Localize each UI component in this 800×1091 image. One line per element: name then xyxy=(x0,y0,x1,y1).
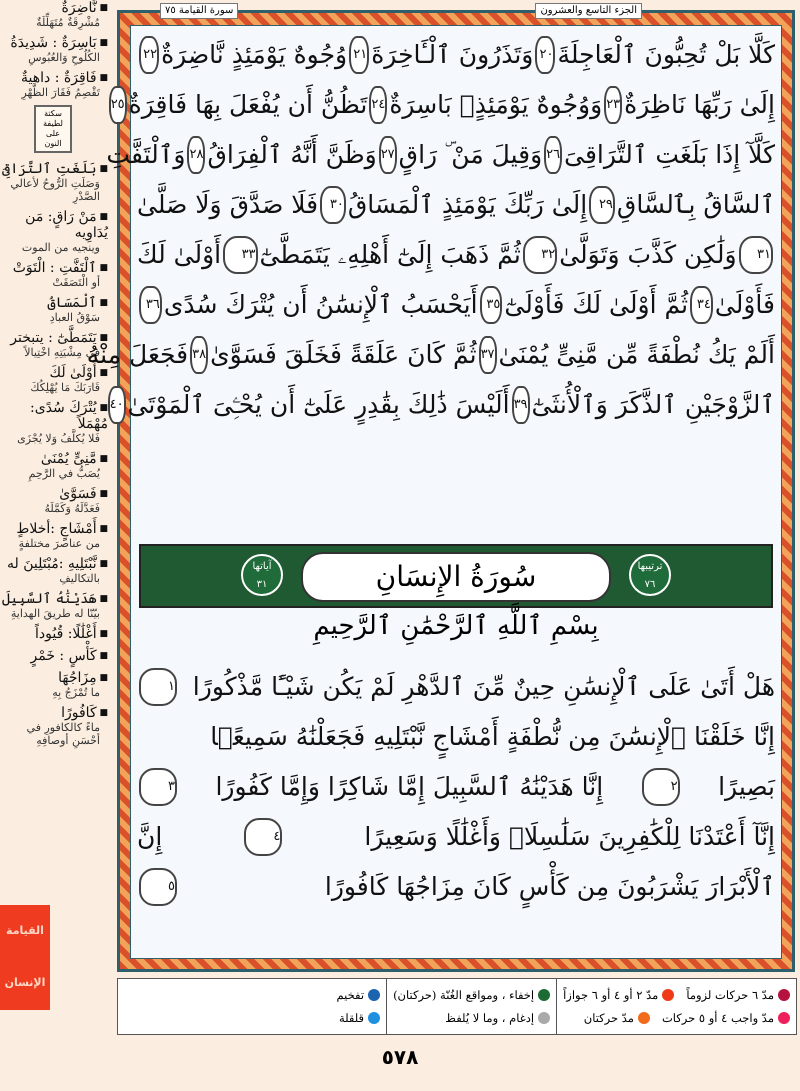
legend-row xyxy=(336,1006,380,1029)
verse-line xyxy=(137,862,775,912)
note-meaning: بالتكاليفِ xyxy=(59,572,100,585)
verse-number-marker: ٥ xyxy=(139,868,177,906)
verse-line xyxy=(137,180,775,230)
verse-number-marker: ٢٩ xyxy=(589,186,615,224)
verse-text: إِنَّا هَدَيْنَٰهُ ٱلسَّبِيلَ إِمَّا شَاكِرًا وَإِمَّا كَفُورًا xyxy=(215,772,604,801)
legend-row xyxy=(563,1006,790,1029)
legend-column xyxy=(556,979,796,1034)
legend-item xyxy=(339,1011,380,1025)
order-medallion xyxy=(629,554,671,596)
ayat-count: ٣١ xyxy=(256,579,268,590)
verse-text: أَلَمْ يَكُ نُطْفَةً مِّن مَّنِىٍّ يُمْنَىٰ xyxy=(498,340,775,369)
verse-line xyxy=(137,230,775,280)
note-word: ■ نَّاضِرَةٌ xyxy=(0,0,108,16)
verse-text: ثُمَّ كَانَ عَلَقَةً فَخَلَقَ فَسَوَّىٰ xyxy=(210,340,477,369)
verse-text: وَقِيلَ مَنْ ۜ رَاقٍ xyxy=(398,140,543,169)
note-word: ■ كَافُورًا xyxy=(0,705,108,721)
verse-number-marker: ٣٦ xyxy=(139,286,162,324)
verse-line xyxy=(110,80,775,130)
verse-number-marker: ٤ xyxy=(244,818,282,856)
color-dot-icon xyxy=(538,1012,550,1024)
note-word: ■ كَأْسٍ : خَمْرٍ xyxy=(0,648,108,664)
juz-header-label: الجزء التاسع والعشرون xyxy=(535,3,642,19)
note-word: ■ مَّنِىٍّ يُمْنَىٰ xyxy=(0,451,108,467)
note-word: ■ فَسَوَّىٰ xyxy=(0,486,108,502)
color-dot-icon xyxy=(778,1012,790,1024)
verse-number-marker: ٢٣ xyxy=(604,86,622,124)
note-meaning: وَصَلَتِ الرُّوحُ لأعالي الصَّدْرِ xyxy=(10,177,100,203)
verse-line xyxy=(137,712,775,762)
surah-header-label: سورة القيامة ٧٥ xyxy=(160,3,238,19)
margin-note xyxy=(0,705,112,747)
verse-text: ثُمَّ أَوْلَىٰ لَكَ فَأَوْلَىٰٓ xyxy=(504,290,689,319)
verse-text: ٱلزَّوْجَيْنِ ٱلذَّكَرَ وَٱلْأُنثَىٰٓ xyxy=(531,390,775,419)
verse-line xyxy=(86,330,775,380)
margin-note xyxy=(0,591,112,620)
color-dot-icon xyxy=(368,989,380,1001)
verse-text: إِنَّا خَلَقْنَا ٱلْإِنسَٰنَ مِن نُّطْفَةٍ أَمْشَاجٍ نَّبْتَلِيهِ فَجَعَلْنَٰهُ سَمِيعًۢا xyxy=(210,722,775,751)
note-word: ■ فَاقِرَةٌ : داهيةٌ xyxy=(0,70,108,86)
verse-text: بَصِيرًا xyxy=(718,772,775,801)
legend-label: تفخيم xyxy=(336,987,365,1002)
note-meaning: أو الْتَصَقَتْ xyxy=(52,276,100,289)
verse-number-marker: ٢٦ xyxy=(544,136,562,174)
verse-number-marker: ٣٨ xyxy=(190,336,208,374)
verse-number-marker: ٢٧ xyxy=(379,136,397,174)
verse-line xyxy=(109,380,775,430)
verse-text: وَٱلْتَفَّتِ xyxy=(106,140,186,169)
basmala: بِسْمِ ٱللَّهِ ٱلرَّحْمَٰنِ ٱلرَّحِيمِ xyxy=(313,611,599,641)
legend-item xyxy=(393,988,550,1002)
color-dot-icon xyxy=(368,1012,380,1024)
note-word: ■ أَوْلَىٰ لَكَ xyxy=(0,365,108,381)
verse-text: أَلَيْسَ ذَٰلِكَ بِقَٰدِرٍ عَلَىٰٓ أَن يُحْـِۧىَ ٱلْمَوْتَىٰ xyxy=(127,390,510,419)
note-word: ■ أَغْلَٰلًا: قُيُوداً xyxy=(0,626,108,642)
verse-text: كَلَّآ إِذَا بَلَغَتِ ٱلتَّرَاقِىَ xyxy=(564,140,775,169)
note-meaning: الكُلُوحِ وَالعُبُوسِ xyxy=(28,51,100,64)
legend-label: مدّ ٢ أو ٤ أو ٦ جوازاً xyxy=(563,987,659,1002)
note-meaning: يُصَبُّ في الرَّحِمِ xyxy=(28,467,100,480)
verse-line xyxy=(137,662,775,712)
verse-number-marker: ٢٠ xyxy=(535,36,555,74)
color-dot-icon xyxy=(638,1012,650,1024)
margin-note xyxy=(0,70,112,99)
color-dot-icon xyxy=(662,989,674,1001)
note-word: ■ يَتَمَطَّىٰٓ : يتبختر xyxy=(0,330,108,346)
surah-title: سُورَةُ الإِنسَانِ xyxy=(301,552,611,602)
note-meaning: ما تُمْزَجُ بِهِ xyxy=(52,686,100,699)
legend-label: قلقلة xyxy=(338,1010,365,1025)
legend-row xyxy=(393,983,550,1006)
margin-note xyxy=(0,260,112,289)
margin-note xyxy=(0,648,112,664)
verse-text: كَلَّا بَلْ تُحِبُّونَ ٱلْعَاجِلَةَ xyxy=(557,40,775,69)
verse-text: تَظُنُّ أَن يُفْعَلَ بِهَا فَاقِرَةٌ xyxy=(128,90,368,119)
verse-number-marker: ٢١ xyxy=(349,36,369,74)
margin-note xyxy=(0,670,112,699)
legend-item xyxy=(584,1011,650,1025)
page-number: ٥٧٨ xyxy=(381,1045,419,1069)
order-label: ترتيبها xyxy=(637,561,663,572)
verse-text: وَوُجُوهٌ يَوْمَئِذٍۭ بَاسِرَةٌ xyxy=(389,90,603,119)
verse-number-marker: ٤٠ xyxy=(108,386,126,424)
verse-text: هَلْ أَتَىٰ عَلَى ٱلْإِنسَٰنِ حِينٌ مِّنَ ٱلدَّهْرِ لَمْ يَكُن شَيْـًٔا مَّذْكُورًا xyxy=(192,672,775,701)
verse-text: ٱلْأَبْرَارَ يَشْرَبُونَ مِن كَأْسٍ كَانَ مِزَاجُهَا كَافُورًا xyxy=(324,872,775,901)
note-meaning: سَوْقُ العبادِ xyxy=(49,311,100,324)
note-meaning: مُشْرِقَةٌ مُتَهَلِّلَةٌ xyxy=(36,16,100,29)
verse-number-marker: ٣٠ xyxy=(320,186,346,224)
verse-text: وُجُوهٌ يَوْمَئِذٍ نَّاضِرَةٌ xyxy=(161,40,348,69)
side-tab-qiyamah[interactable]: القيامة xyxy=(6,924,44,937)
note-word: ■ ٱلْمَسَاقُ xyxy=(0,295,108,311)
legend-label: مدّ حركتان xyxy=(583,1010,634,1025)
verse-number-marker: ٢٥ xyxy=(109,86,127,124)
legend-row xyxy=(563,983,790,1006)
text-area xyxy=(86,25,782,959)
note-word: ■ مَنْ رَاقٍ: مَن يُدَاوِيه xyxy=(0,209,108,241)
margin-note xyxy=(0,486,112,515)
verse-text: إِنَّآ أَعْتَدْنَا لِلْكَٰفِرِينَ سَلَٰسِلَا۟ وَأَغْلَٰلًا وَسَعِيرًا xyxy=(364,822,775,851)
verse-number-marker: ٣٥ xyxy=(480,286,503,324)
legend-item xyxy=(662,1011,790,1025)
verse-number-marker: ٣٣ xyxy=(223,236,257,274)
note-word: ■ أَمْشَاجٍ :أخلاطٍ xyxy=(0,521,108,537)
note-meaning: فَلا يُكلَّفُ وَلا يُجْزَى xyxy=(17,432,100,445)
tajweed-legend xyxy=(117,978,797,1035)
note-word: ■ هَدَيْنَٰهُ ٱلسَّبِيلَ xyxy=(0,591,108,607)
note-meaning: قَارَبَكَ مَا يُهْلِكُكَ xyxy=(30,381,100,394)
verse-text: فَلَا صَدَّقَ وَلَا صَلَّىٰ xyxy=(137,190,319,219)
verse-text: أَيَحْسَبُ ٱلْإِنسَٰنُ أَن يُتْرَكَ سُدًى xyxy=(163,290,478,319)
margin-note xyxy=(0,161,112,203)
legend-item xyxy=(336,988,380,1002)
verse-number-marker: ٣١ xyxy=(739,236,773,274)
note-meaning: وينجيه من الموت xyxy=(21,241,100,254)
verses-top xyxy=(86,30,775,430)
verse-number-marker: ٢٨ xyxy=(187,136,205,174)
verse-text: وَلَٰكِن كَذَّبَ وَتَوَلَّىٰ xyxy=(559,240,737,269)
note-word: ■ يُتْرَكَ سُدًى: مُهْمَلاً xyxy=(0,400,108,432)
verse-text: وَتَذَرُونَ ٱلْـَٔاخِرَةَ xyxy=(371,40,534,69)
legend-label: مدّ ٦ حركات لزوماً xyxy=(686,987,774,1002)
verse-number-marker: ١ xyxy=(139,668,177,706)
ayat-label: آياتها xyxy=(252,561,272,572)
surah-side-tabs xyxy=(0,905,50,1010)
note-word: ■ مِزَاجُهَا xyxy=(0,670,108,686)
order-number: ٧٦ xyxy=(644,579,656,590)
note-word: ■ نَّبْتَلِيهِ :مُبْتَلِينَ له xyxy=(0,556,108,572)
note-meaning: فَعَدَّلَهُ وَكَمَّلَهُ xyxy=(44,502,100,515)
note-word: ■ بَاسِرَةٌ : شَدِيدَةُ xyxy=(0,35,108,51)
verse-number-marker: ٣٢ xyxy=(523,236,557,274)
verse-line xyxy=(137,762,775,812)
verse-line xyxy=(137,30,775,80)
verse-text: فَجَعَلَ مِنْهُ xyxy=(86,340,189,369)
note-meaning: من عناصرَ مختلفةٍ xyxy=(18,537,100,550)
legend-row xyxy=(336,983,380,1006)
verse-line xyxy=(137,280,775,330)
verse-number-marker: ٣٧ xyxy=(479,336,497,374)
note-meaning: تَقْصِمُ فَقَارَ الظَّهْرِ xyxy=(21,86,100,99)
legend-label: إخفاء ، ومواقع الغُنّة (حركتان) xyxy=(393,987,535,1002)
margin-note xyxy=(0,209,112,254)
verse-text: إِلَىٰ رَبِّهَا نَاظِرَةٌ xyxy=(624,90,775,119)
verse-line xyxy=(137,812,775,862)
margin-note xyxy=(0,451,112,480)
verse-number-marker: ٢ xyxy=(642,768,680,806)
verse-text: إِلَىٰ رَبِّكَ يَوْمَئِذٍ ٱلْمَسَاقُ xyxy=(347,190,588,219)
verses-bottom xyxy=(137,662,775,912)
verse-text: إِنَّ xyxy=(137,822,163,851)
legend-row xyxy=(393,1006,550,1029)
verse-number-marker: ٢٢ xyxy=(139,36,159,74)
margin-note xyxy=(0,35,112,64)
legend-column xyxy=(330,979,386,1034)
sakta-note: سكتة لطيفة على النون xyxy=(34,105,72,153)
margin-note xyxy=(0,295,112,324)
note-word: ■ ٱلْتَفَّتِ : الْتَوَتْ xyxy=(0,260,108,276)
verse-number-marker: ٣٤ xyxy=(690,286,713,324)
verse-line xyxy=(106,130,775,180)
verse-text: فَأَوْلَىٰ xyxy=(714,290,775,319)
note-meaning: في مِشْيَتِهِ اخْتِيالاً xyxy=(24,346,100,359)
margin-note xyxy=(0,626,112,642)
verse-number-marker: ٣ xyxy=(139,768,177,806)
margin-note xyxy=(0,400,112,445)
legend-column xyxy=(386,979,556,1034)
verse-text: وَظَنَّ أَنَّهُ ٱلْفِرَاقُ xyxy=(207,140,377,169)
verse-text: أَوْلَىٰ لَكَ xyxy=(137,240,222,269)
verse-number-marker: ٣٩ xyxy=(512,386,530,424)
page-frame xyxy=(86,5,795,972)
side-tab-insan[interactable]: الإنسان xyxy=(4,976,46,989)
verse-text: ٱلسَّاقُ بِٱلسَّاقِ xyxy=(616,190,775,219)
color-dot-icon xyxy=(538,989,550,1001)
surah-banner xyxy=(139,544,773,608)
legend-item xyxy=(686,988,790,1002)
legend-label: إدغام ، وما لا يُلفظ xyxy=(445,1010,535,1025)
ayat-count-medallion xyxy=(241,554,283,596)
note-meaning: ماءً كالكافورِ في أحْسَنِ أوصافِهِ xyxy=(26,721,100,747)
legend-item xyxy=(445,1011,550,1025)
legend-item xyxy=(563,988,674,1002)
margin-note xyxy=(0,0,112,29)
margin-note xyxy=(0,521,112,550)
color-dot-icon xyxy=(778,989,790,1001)
note-word: ■ بَلَغَتِ ٱلتَّرَاقِىَ xyxy=(0,161,108,177)
note-meaning: بيّنّا له طريقَ الهدايةِ xyxy=(10,607,100,620)
verse-number-marker: ٢٤ xyxy=(369,86,387,124)
verse-text: ثُمَّ ذَهَبَ إِلَىٰٓ أَهْلِهِۦ يَتَمَطَّىٰٓ xyxy=(259,240,521,269)
legend-label: مدّ واجب ٤ أو ٥ حركات xyxy=(661,1010,774,1025)
margin-note xyxy=(0,556,112,585)
